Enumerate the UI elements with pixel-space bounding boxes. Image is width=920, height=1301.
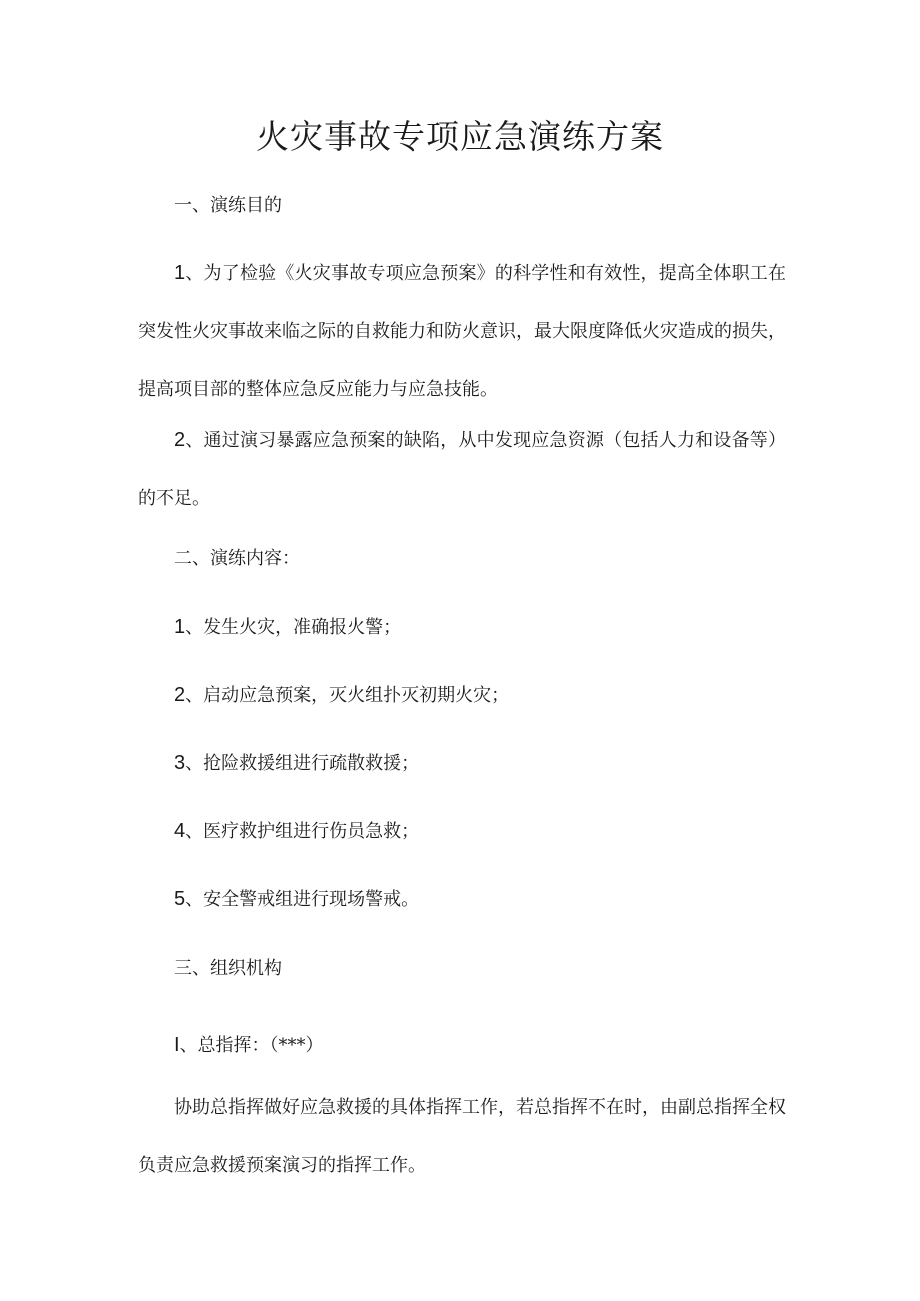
section2-item-4 [174, 816, 834, 847]
section3-item1 [174, 1030, 834, 1061]
item-text: 、医疗救护组进行伤员急救； [185, 821, 420, 842]
item-number: 1 [174, 262, 186, 284]
item-number: 2 [174, 429, 186, 451]
item-text: 、安全警戒组进行现场警戒。 [185, 889, 420, 910]
document-title: 火灾事故专项应急演练方案 [256, 117, 664, 156]
item-text: 、发生火灾，准确报火警； [185, 617, 402, 638]
item-number: 3 [174, 752, 186, 774]
section2-item-3 [174, 748, 834, 779]
item-text: 、抢险救援组进行疏散救援； [185, 753, 420, 774]
item-number: I [174, 1034, 180, 1056]
section3-paragraph: 协助总指挥做好应急救援的具体指挥工作，若总指挥不在时，由副总指挥全权负责应急救援预案演习的指挥工作。 [138, 1097, 786, 1176]
item-number: 2 [174, 684, 186, 706]
item-number: 5 [174, 888, 186, 910]
section2-item-1 [174, 612, 834, 643]
item-number: 4 [174, 820, 186, 842]
section3-heading: 三、组织机构 [174, 958, 282, 979]
item-text: 、为了检验《火灾事故专项应急预案》的科学性和有效性，提高全体职工在突发性火灾事故来临之际的自救能力和防火意识，最大限度降低火灾造成的损失，提高项目部的整体应急反应能力与应急技能。 [138, 263, 786, 400]
section1-heading: 一、演练目的 [174, 195, 282, 216]
item-text: 、启动应急预案，灭火组扑灭初期火灾； [185, 685, 510, 706]
item-text: 、总指挥：（***） [179, 1035, 324, 1056]
section1-item2 [138, 411, 786, 528]
item-number: 1 [174, 616, 186, 638]
section2-item-5 [174, 884, 834, 915]
section1-item1 [138, 244, 786, 419]
section2-heading: 二、演练内容： [174, 548, 300, 569]
section2-item-2 [174, 680, 834, 711]
item-text: 、通过演习暴露应急预案的缺陷，从中发现应急资源（包括人力和设备等）的不足。 [138, 430, 786, 509]
